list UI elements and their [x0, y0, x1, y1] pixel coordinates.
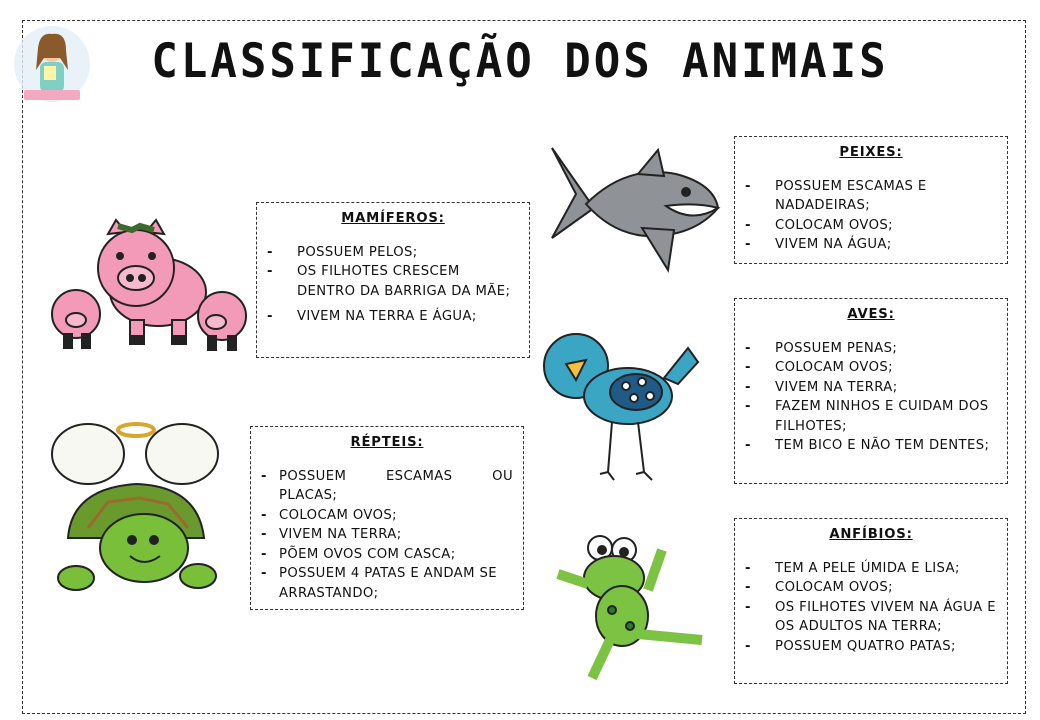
card-heading: AVES:	[847, 307, 895, 322]
card-list	[261, 467, 513, 604]
bird-illustration	[538, 334, 702, 486]
card-repteis	[250, 426, 524, 610]
list-item: - TEM A PELE ÚMIDA E LISA;	[745, 559, 997, 579]
card-peixes	[734, 136, 1008, 264]
card-mamiferos	[256, 202, 530, 358]
list-item: - COLOCAM OVOS;	[261, 506, 513, 526]
card-heading: PEIXES:	[839, 145, 903, 160]
list-item: - COLOCAM OVOS;	[745, 216, 997, 236]
page-title: CLASSIFICAÇÃO DOS ANIMAIS	[151, 33, 889, 90]
card-anfibios	[734, 518, 1008, 684]
card-heading: ANFÍBIOS:	[829, 527, 913, 542]
card-aves	[734, 298, 1008, 484]
shark-illustration	[546, 144, 722, 276]
list-item: - COLOCAM OVOS;	[745, 358, 997, 378]
turtle-illustration	[48, 418, 224, 598]
list-item: - OS FILHOTES CRESCEM DENTRO DA BARRIGA DA MÃE;	[267, 262, 519, 301]
list-item: - PÕEM OVOS COM CASCA;	[261, 545, 513, 565]
frog-illustration	[552, 530, 708, 682]
card-list	[267, 243, 519, 327]
list-item: - VIVEM NA TERRA E ÁGUA;	[267, 307, 519, 327]
list-item: - POSSUEM ESCAMAS OU	[261, 467, 513, 487]
list-item: - POSSUEM 4 PATAS E ANDAM SE ARRASTANDO;	[261, 564, 513, 603]
list-item: - VIVEM NA ÁGUA;	[745, 235, 997, 255]
card-list	[745, 559, 997, 657]
card-heading: RÉPTEIS:	[350, 435, 424, 450]
list-item: - VIVEM NA TERRA;	[745, 378, 997, 398]
list-item: - POSSUEM PELOS;	[267, 243, 519, 263]
pig-family-illustration	[46, 216, 252, 362]
list-item: - OS FILHOTES VIVEM NA ÁGUA E OS ADULTOS NA TERRA;	[745, 598, 997, 637]
list-item: - FAZEM NINHOS E CUIDAM DOS FILHOTES;	[745, 397, 997, 436]
list-item: - POSSUEM ESCAMAS E NADADEIRAS;	[745, 177, 997, 216]
card-list	[745, 177, 997, 255]
list-item: - COLOCAM OVOS;	[745, 578, 997, 598]
list-item-continuation: PLACAS;	[279, 488, 338, 503]
list-item: - POSSUEM QUATRO PATAS;	[745, 637, 997, 657]
list-item: - VIVEM NA TERRA;	[261, 525, 513, 545]
card-list	[745, 339, 997, 456]
list-item: - POSSUEM PENAS;	[745, 339, 997, 359]
card-heading: MAMÍFEROS:	[341, 211, 445, 226]
list-item: - TEM BICO E NÃO TEM DENTES;	[745, 436, 997, 456]
